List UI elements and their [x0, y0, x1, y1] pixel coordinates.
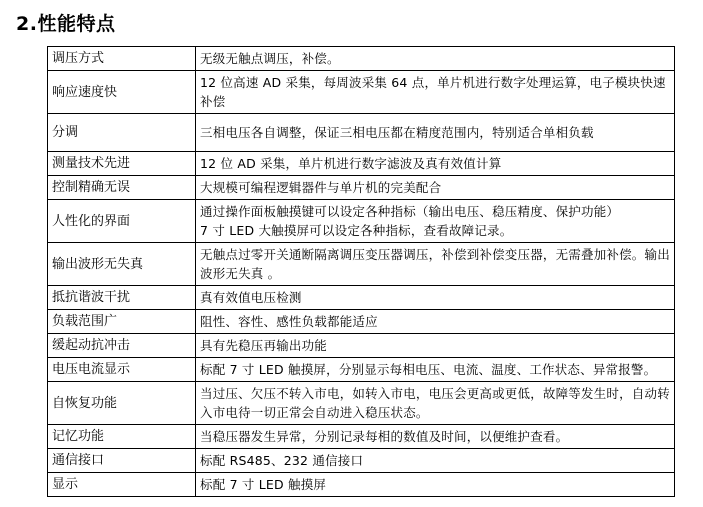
features-table — [47, 46, 675, 497]
feature-label: 控制精确无误 — [48, 176, 196, 200]
feature-description: 当稳压器发生异常，分别记录每相的数值及时间，以便维护查看。 — [196, 425, 675, 449]
feature-description: 标配 7 寸 LED 触摸屏 — [196, 473, 675, 497]
table-row — [48, 152, 675, 176]
table-row — [48, 334, 675, 358]
table-row — [48, 243, 675, 286]
table-row — [48, 310, 675, 334]
feature-label: 人性化的界面 — [48, 200, 196, 243]
table-row — [48, 358, 675, 382]
table-row — [48, 286, 675, 310]
feature-label: 分调 — [48, 114, 196, 152]
feature-label: 输出波形无失真 — [48, 243, 196, 286]
table-row — [48, 473, 675, 497]
feature-description: 12 位高速 AD 采集，每周波采集 64 点，单片机进行数字处理运算，电子模块快速补偿 — [196, 71, 675, 114]
feature-label: 负载范围广 — [48, 310, 196, 334]
feature-label: 记忆功能 — [48, 425, 196, 449]
feature-description: 无触点过零开关通断隔离调压变压器调压，补偿到补偿变压器，无需叠加补偿。输出波形无失真 。 — [196, 243, 675, 286]
feature-description: 当过压、欠压不转入市电，如转入市电，电压会更高或更低，故障等发生时，自动转入市电待一切正常会自动进入稳压状态。 — [196, 382, 675, 425]
feature-description: 阻性、容性、感性负载都能适应 — [196, 310, 675, 334]
table-row — [48, 47, 675, 71]
table-row — [48, 200, 675, 243]
feature-label: 测量技术先进 — [48, 152, 196, 176]
feature-label: 调压方式 — [48, 47, 196, 71]
feature-description: 三相电压各自调整，保证三相电压都在精度范围内，特别适合单相负载 — [196, 114, 675, 152]
feature-description: 标配 RS485、232 通信接口 — [196, 449, 675, 473]
feature-label: 响应速度快 — [48, 71, 196, 114]
feature-label: 抵抗谐波干扰 — [48, 286, 196, 310]
feature-description: 大规模可编程逻辑器件与单片机的完美配合 — [196, 176, 675, 200]
table-row — [48, 71, 675, 114]
feature-label: 电压电流显示 — [48, 358, 196, 382]
table-row — [48, 176, 675, 200]
table-row — [48, 382, 675, 425]
feature-label: 显示 — [48, 473, 196, 497]
table-row — [48, 449, 675, 473]
feature-description: 无级无触点调压，补偿。 — [196, 47, 675, 71]
feature-label: 自恢复功能 — [48, 382, 196, 425]
section-title: 2.性能特点 — [16, 13, 116, 35]
feature-description: 通过操作面板触摸键可以设定各种指标（输出电压、稳压精度、保护功能） 7 寸 LED 大触摸屏可以设定各种指标，查看故障记录。 — [196, 200, 675, 243]
feature-label: 缓起动抗冲击 — [48, 334, 196, 358]
table-row — [48, 114, 675, 152]
table-row — [48, 425, 675, 449]
feature-description: 真有效值电压检测 — [196, 286, 675, 310]
feature-description: 12 位 AD 采集，单片机进行数字滤波及真有效值计算 — [196, 152, 675, 176]
feature-label: 通信接口 — [48, 449, 196, 473]
feature-description: 标配 7 寸 LED 触摸屏，分别显示每相电压、电流、温度、工作状态、异常报警。 — [196, 358, 675, 382]
feature-description: 具有先稳压再输出功能 — [196, 334, 675, 358]
